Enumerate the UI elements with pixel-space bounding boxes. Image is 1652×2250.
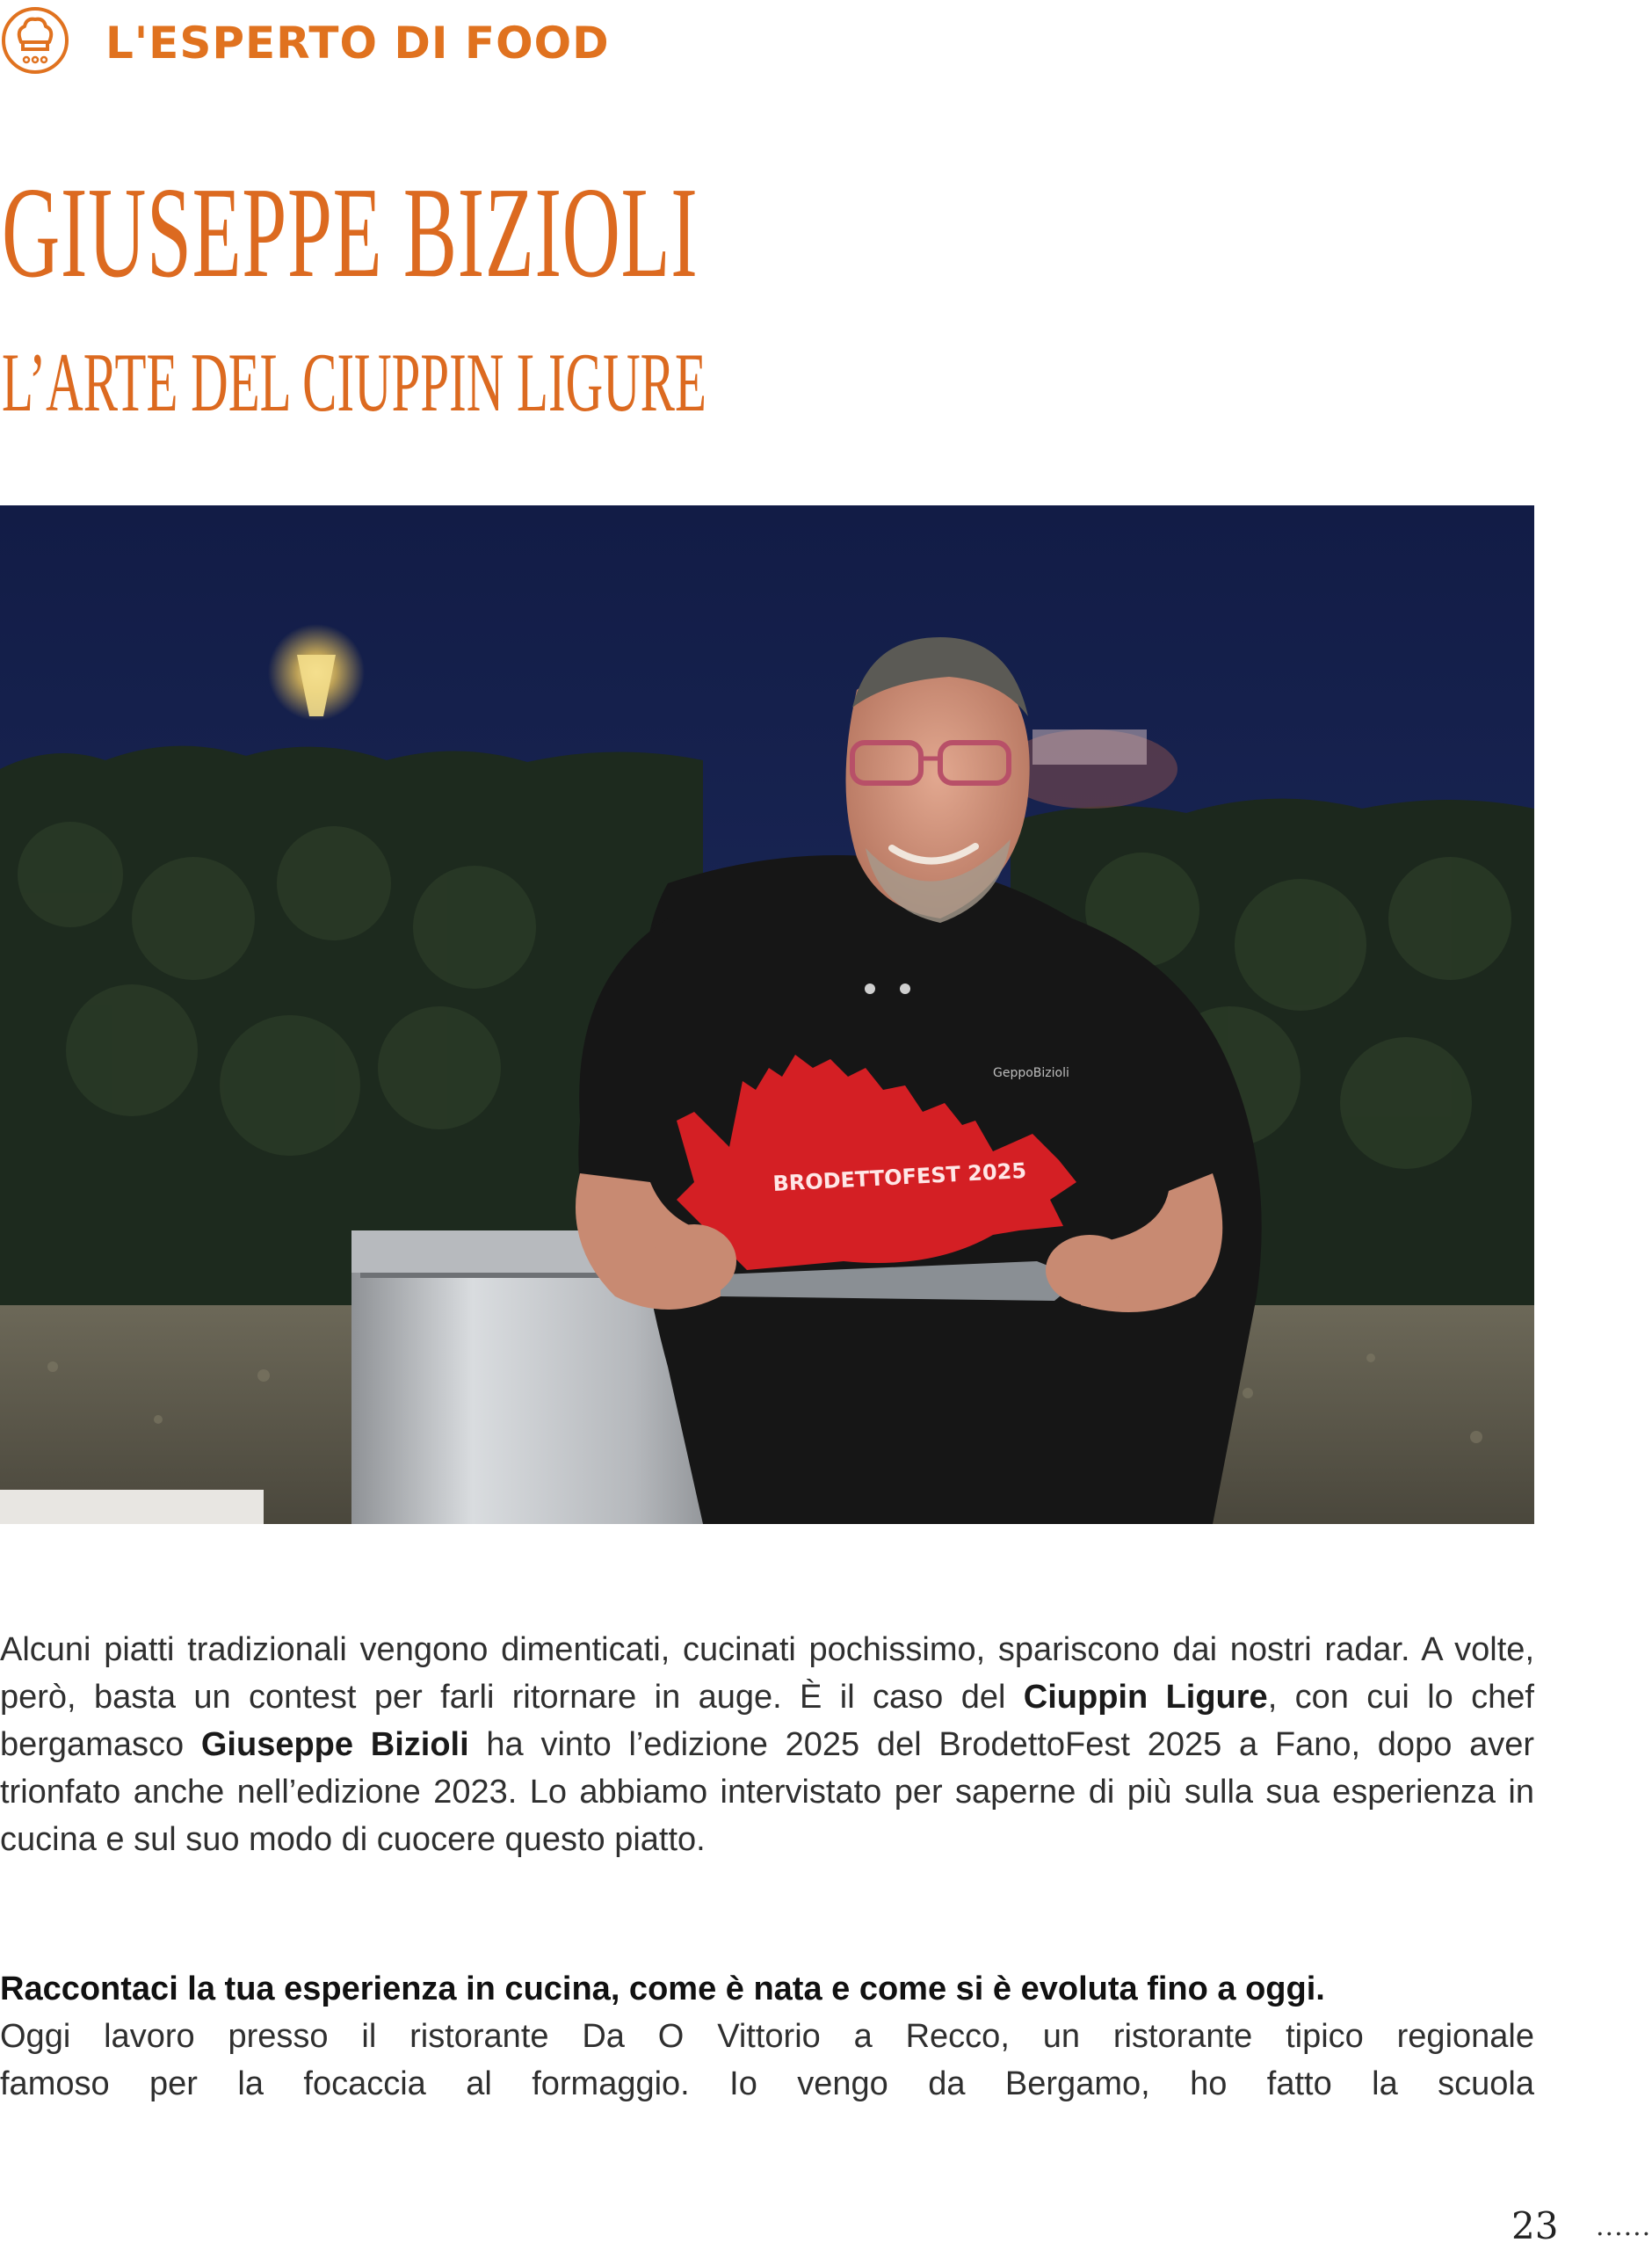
answer-line-2: famoso per la focaccia al formaggio. Io vengo da Bergamo, ho fatto la scuola: [0, 2065, 1534, 2102]
trophy-label: BRODETTOFEST 2025: [772, 1158, 1027, 1196]
page-dots: ......: [1596, 2211, 1652, 2242]
chef-name: Giuseppe Bizioli: [200, 1726, 469, 1763]
interview-question: Raccontaci la tua esperienza in cucina, come è nata e come si è evoluta fino a oggi.: [0, 1971, 1325, 2007]
page-number: 23: [1511, 2204, 1559, 2247]
chef-portrait-photo: [0, 505, 1534, 1524]
page-header: [0, 0, 1652, 88]
article-title: GIUSEPPE BIZIOLI: [2, 161, 699, 305]
interview-answer: [0, 2013, 1534, 2108]
section-label: L'ESPERTO DI FOOD: [105, 18, 610, 69]
dish-name: Ciuppin Ligure: [1023, 1679, 1268, 1716]
intro-paragraph: Alcuni piatti tradizionali vengono dimenticati, cucinati pochissimo, spariscono dai nostri radar. A volte, però, basta un contest per farli ritornare in auge. È il caso del Ciuppin Ligure, con cui lo chef bergamasco Giuseppe Bizioli ha vinto l’edizione 2025 del BrodettoFest 2025 a Fano, dopo aver trionfato anche nell’edizione 2023. Lo abbiamo intervistato per saperne di più sulla sua esperienza in cucina e sul suo modo di cuocere questo piatto.: [0, 1631, 1535, 1858]
chef-hat-icon: [0, 2, 70, 79]
answer-line-1: Oggi lavoro presso il ristorante Da O Vittorio a Recco, un ristorante tipico regionale: [0, 2018, 1534, 2055]
jacket-embroidery: GeppoBizioli: [993, 1066, 1069, 1080]
article-subtitle: L’ARTE DEL CIUPPIN LIGURE: [2, 336, 706, 429]
